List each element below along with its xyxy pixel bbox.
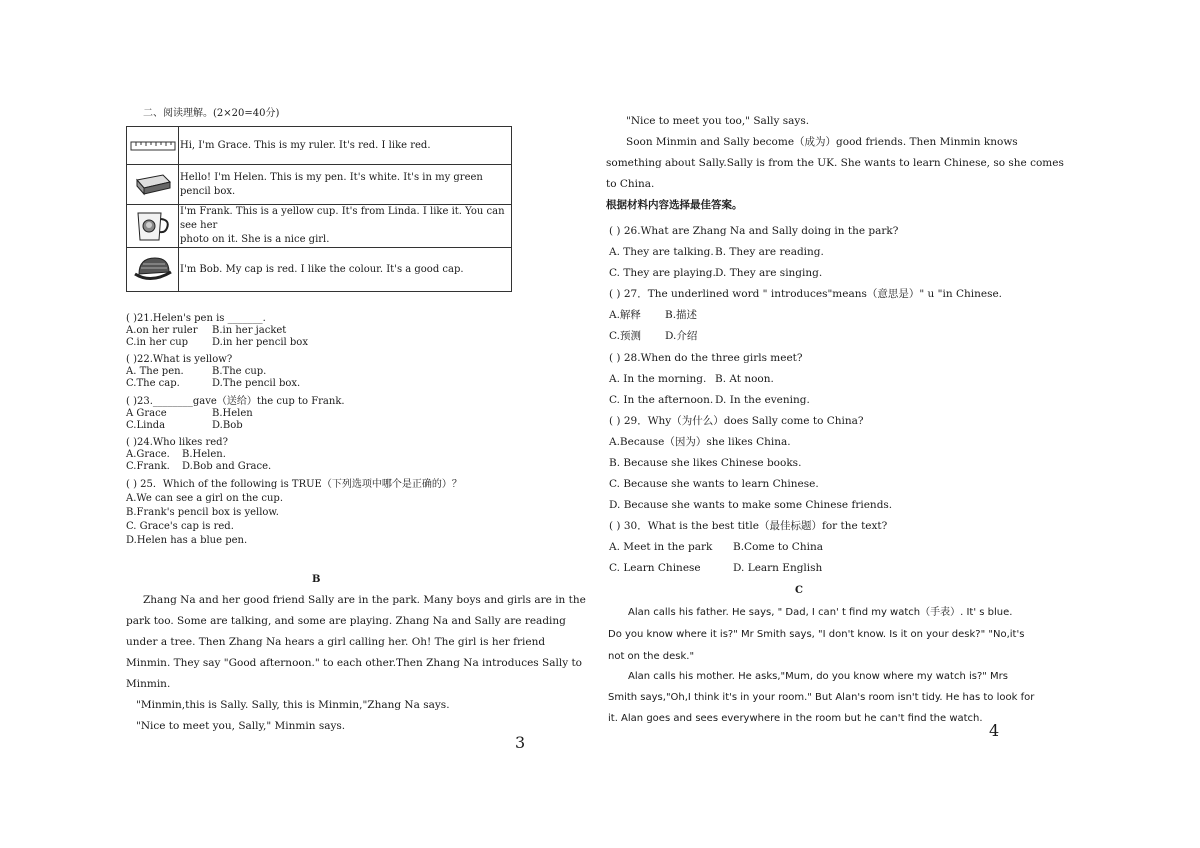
- option: D.in her pencil box: [212, 337, 308, 348]
- question-stem: ( ) 26.What are Zhang Na and Sally doing in the park?: [609, 225, 899, 237]
- option: A.解释: [609, 309, 641, 321]
- row-text: Hello! I'm Helen. This is my pen. It's white. It's in my green pencil box.: [179, 165, 512, 205]
- passage-b-line: park too. Some are talking, and some are playing. Zhang Na and Sally are reading: [126, 615, 566, 627]
- table-row: [127, 205, 512, 248]
- passage-b-cont-line: something about Sally.Sally is from the UK. She wants to learn Chinese, so she comes: [606, 157, 1064, 169]
- option: B. At noon.: [715, 373, 774, 385]
- option: C.The cap.: [126, 378, 180, 389]
- section-heading: 二、阅读理解。(2×20=40分): [143, 108, 280, 119]
- question-stem: ( ) 29．Why（为什么）does Sally come to China?: [609, 415, 864, 427]
- passage-b-line: Minmin. They say "Good afternoon." to each other.Then Zhang Na introduces Sally to: [126, 657, 583, 669]
- passage-b-line: Minmin.: [126, 678, 171, 690]
- question-stem: ( )22.What is yellow?: [126, 354, 233, 365]
- passage-b-cont-line: Soon Minmin and Sally become（成为）good friends. Then Minmin knows: [626, 136, 1018, 148]
- ruler-icon: [130, 140, 176, 152]
- cap-cell: [127, 248, 179, 292]
- option: C. Grace's cap is red.: [126, 521, 234, 532]
- option: A.on her ruler: [126, 325, 198, 336]
- option: B. Because she likes Chinese books.: [609, 457, 802, 469]
- passage-b-line: "Minmin,this is Sally. Sally, this is Minmin,"Zhang Na says.: [136, 699, 450, 711]
- question-30: [609, 516, 887, 579]
- option: A. The pen.: [126, 366, 184, 377]
- question-23: [126, 396, 345, 432]
- option: B.Come to China: [733, 541, 823, 553]
- option: B.Helen.: [182, 449, 226, 460]
- option: A. In the morning.: [609, 373, 707, 385]
- option: C.预测: [609, 330, 641, 342]
- passage-c-title: C: [795, 585, 803, 596]
- option: C.in her cup: [126, 337, 189, 348]
- passage-b-line: under a tree. Then Zhang Na hears a girl calling her. Oh! The girl is her friend: [126, 636, 546, 648]
- option: D.Bob and Grace.: [182, 461, 272, 472]
- row-text-line2: photo on it. She is a nice girl.: [180, 234, 330, 245]
- question-25: [126, 478, 462, 548]
- page-number-left: 3: [515, 733, 526, 752]
- passage-b-cont-line: "Nice to meet you too," Sally says.: [626, 115, 810, 127]
- option: B.The cup.: [212, 366, 267, 377]
- passage-c-line: it. Alan goes and sees everywhere in the room but he can't find the watch.: [608, 713, 983, 724]
- option: A.Grace.: [126, 449, 170, 460]
- row-text: [179, 205, 512, 248]
- question-stem: ( ) 27．The underlined word " introduces"means（意思是）" u "in Chinese.: [609, 288, 1003, 300]
- cup-icon: [133, 209, 173, 243]
- option: B. They are reading.: [715, 246, 824, 258]
- passage-b-line: Zhang Na and her good friend Sally are in the park. Many boys and girls are in the: [143, 594, 586, 606]
- question-26: [609, 221, 898, 284]
- question-stem: ( ) 28.When do the three girls meet?: [609, 352, 803, 364]
- row-text-line1: I'm Frank. This is a yellow cup. It's from Linda. I like it. You can see her: [180, 206, 505, 231]
- table-row: [127, 165, 512, 205]
- option: D.The pencil box.: [212, 378, 301, 389]
- question-stem: ( )23.________gave（送给）the cup to Frank.: [126, 396, 345, 407]
- passage-c-line: Smith says,"Oh,I think it's in your room." But Alan's room isn't tidy. He has to look for: [608, 692, 1035, 703]
- question-22: [126, 354, 300, 390]
- option: A. They are talking.: [609, 246, 714, 258]
- option: B.描述: [665, 309, 698, 321]
- question-28: [609, 348, 810, 411]
- pencil-box-cell: [127, 165, 179, 205]
- option: A. Meet in the park: [609, 541, 713, 553]
- ruler-cell: [127, 127, 179, 165]
- passage-b-title: B: [312, 574, 321, 585]
- table-row: [127, 248, 512, 292]
- table-row: [127, 127, 512, 165]
- question-29: [609, 411, 892, 516]
- reading-table: [126, 126, 512, 292]
- question-21: [126, 313, 308, 349]
- option: D.Bob: [212, 420, 243, 431]
- option: B.Helen: [212, 408, 253, 419]
- option: D.Helen has a blue pen.: [126, 535, 248, 546]
- passage-c-line: Do you know where it is?" Mr Smith says, "I don't know. Is it on your desk?" "No,it's: [608, 629, 1025, 640]
- page-number-right: 4: [989, 721, 1000, 740]
- instruction: 根据材料内容选择最佳答案。: [606, 199, 743, 211]
- passage-b-cont-line: to China.: [606, 178, 655, 190]
- option: A Grace: [126, 408, 167, 419]
- cup-cell: [127, 205, 179, 248]
- option: C. Because she wants to learn Chinese.: [609, 478, 819, 490]
- option: C. In the afternoon.: [609, 394, 714, 406]
- option: B.Frank's pencil box is yellow.: [126, 507, 279, 518]
- pencil-box-icon: [133, 172, 173, 198]
- option: D. Because she wants to make some Chinese friends.: [609, 499, 893, 511]
- row-text: I'm Bob. My cap is red. I like the colour. It's a good cap.: [179, 248, 512, 292]
- option: C. They are playing.: [609, 267, 716, 279]
- option: B.in her jacket: [212, 325, 287, 336]
- passage-c-line: Alan calls his mother. He asks,"Mum, do you know where my watch is?" Mrs: [628, 671, 1008, 682]
- question-24: [126, 437, 271, 473]
- option: C. Learn Chinese: [609, 562, 701, 574]
- option: D. In the evening.: [715, 394, 810, 406]
- question-stem: ( ) 30．What is the best title（最佳标题）for the text?: [609, 520, 888, 532]
- row-text: Hi, I'm Grace. This is my ruler. It's red. I like red.: [179, 127, 512, 165]
- option: D.介绍: [665, 330, 698, 342]
- option: C.Linda: [126, 420, 166, 431]
- option: A.We can see a girl on the cup.: [126, 493, 284, 504]
- option: D. Learn English: [733, 562, 823, 574]
- passage-c-line: not on the desk.": [608, 651, 695, 662]
- passage-c-line: Alan calls his father. He says, " Dad, I can' t find my watch（手表）. It' s blue.: [628, 607, 1013, 618]
- question-stem: ( )21.Helen's pen is _______.: [126, 313, 266, 324]
- passage-b-line: "Nice to meet you, Sally," Minmin says.: [136, 720, 346, 732]
- question-stem: ( ) 25．Which of the following is TRUE（下列选项中哪个是正确的）？: [126, 479, 462, 490]
- option: D. They are singing.: [715, 267, 823, 279]
- question-27: [609, 284, 1002, 347]
- cap-icon: [131, 254, 175, 286]
- option: C.Frank.: [126, 461, 170, 472]
- question-stem: ( )24.Who likes red?: [126, 437, 228, 448]
- option: A.Because（因为）she likes China.: [609, 436, 791, 448]
